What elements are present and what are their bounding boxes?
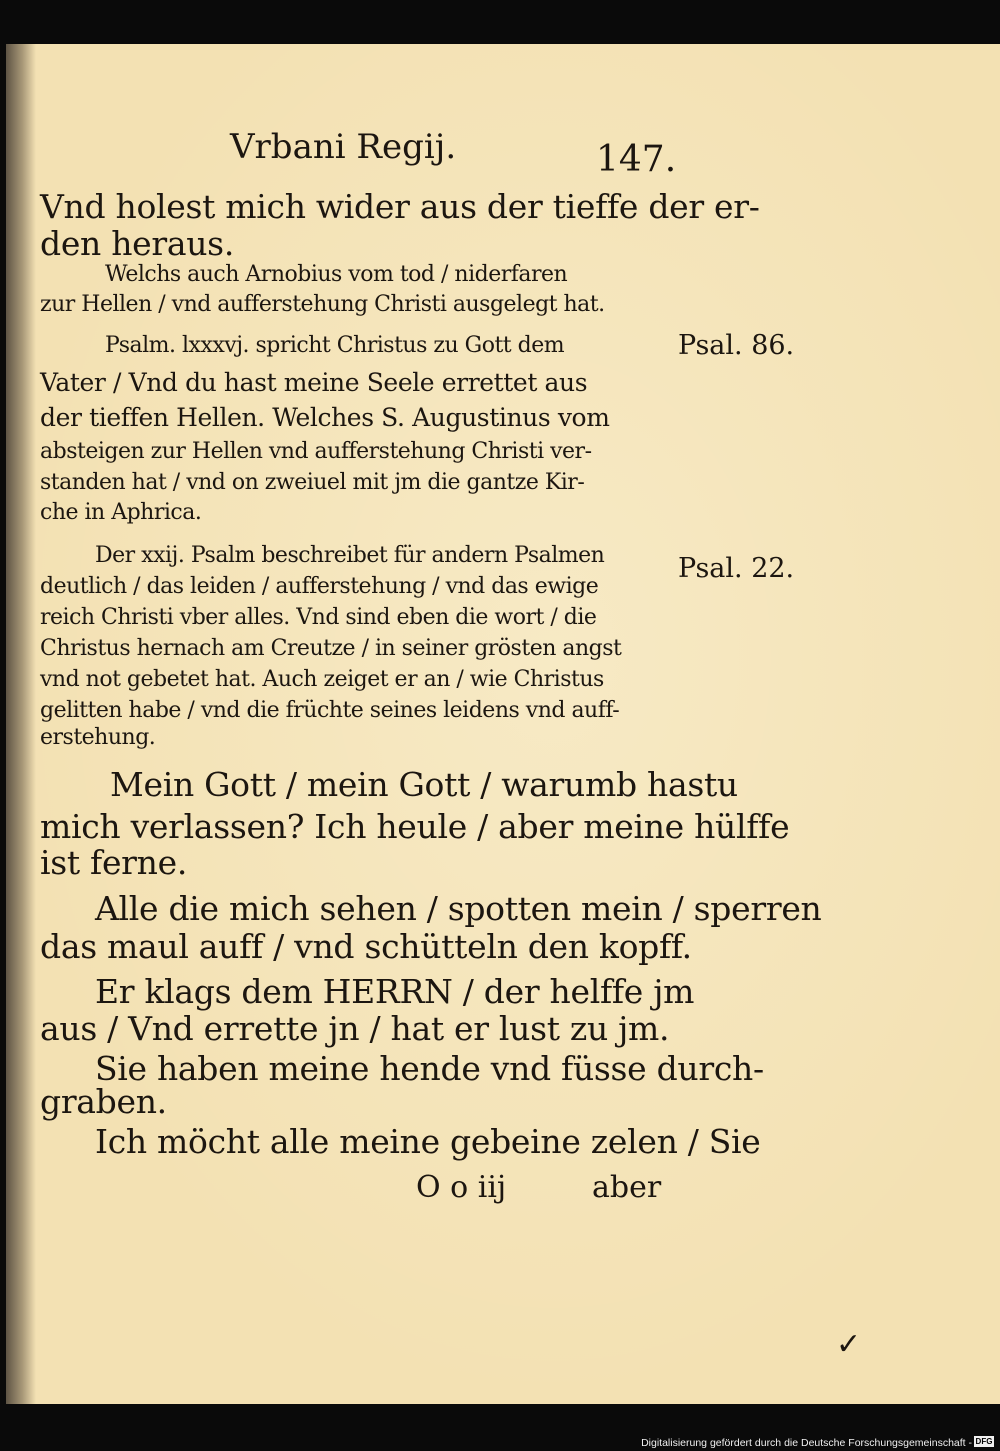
dfg-logo-icon: DFG (975, 1437, 993, 1446)
body-line: erstehung. (40, 725, 156, 750)
psalm-verse-line: das maul auff / vnd schütteln den kopff. (40, 927, 692, 966)
body-line: Der xxij. Psalm beschreibet für andern Psalmen (95, 543, 605, 568)
body-line: den heraus. (40, 224, 235, 263)
body-line: deutlich / das leiden / aufferstehung / vnd das ewige (40, 574, 599, 599)
psalm-verse-line: Er klags dem HERRN / der helffe jm (95, 972, 695, 1011)
body-line: standen hat / vnd on zweiuel mit jm die gantze Kir- (40, 470, 585, 495)
body-line: der tieffen Hellen. Welches S. Augustinus vom (40, 403, 610, 432)
body-line: Psalm. lxxxvj. spricht Christus zu Gott dem (105, 333, 565, 358)
body-line: Vnd holest mich wider aus der tieffe der er- (40, 187, 760, 226)
body-line: vnd not gebetet hat. Auch zeiget er an / wie Christus (40, 667, 604, 692)
psalm-verse-line: Alle die mich sehen / spotten mein / sperren (95, 889, 822, 928)
psalm-verse-line: mich verlassen? Ich heule / aber meine hülffe (40, 807, 790, 846)
margin-note-psal-22: Psal. 22. (678, 553, 795, 584)
psalm-verse-line: Ich möcht alle meine gebeine zelen / Sie (95, 1122, 761, 1161)
psalm-verse-line: ist ferne. (40, 843, 188, 882)
body-line: absteigen zur Hellen vnd aufferstehung Christi ver- (40, 439, 592, 464)
body-line: gelitten habe / vnd die früchte seines leidens vnd auff- (40, 698, 620, 723)
psalm-verse-line: Mein Gott / mein Gott / warumb hastu (110, 765, 738, 804)
page-gutter-shadow (6, 44, 36, 1404)
psalm-verse-line: graben. (40, 1082, 167, 1121)
psalm-verse-line: aus / Vnd errette jn / hat er lust zu jm. (40, 1009, 670, 1048)
funding-footer: Digitalisierung gefördert durch die Deutsche Forschungsgemeinschaft - (641, 1437, 972, 1449)
running-title: Vrbani Regij. (230, 127, 457, 167)
body-line: Vater / Vnd du hast meine Seele errettet aus (40, 368, 588, 397)
body-line: reich Christi vber alles. Vnd sind eben die wort / die (40, 605, 597, 630)
margin-note-psal-86: Psal. 86. (678, 330, 795, 361)
handwritten-mark: ✓ (836, 1327, 862, 1362)
body-line: Christus hernach am Creutze / in seiner grösten angst (40, 636, 622, 661)
body-line: zur Hellen / vnd aufferstehung Christi ausgelegt hat. (40, 292, 605, 317)
body-line: Welchs auch Arnobius vom tod / niderfaren (105, 262, 568, 287)
psalm-verse-line: Sie haben meine hende vnd füsse durch- (95, 1049, 764, 1088)
body-line: che in Aphrica. (40, 500, 202, 525)
catchword: aber (592, 1170, 662, 1205)
page-number: 147. (596, 139, 677, 180)
signature-mark: O o iij (416, 1170, 507, 1205)
